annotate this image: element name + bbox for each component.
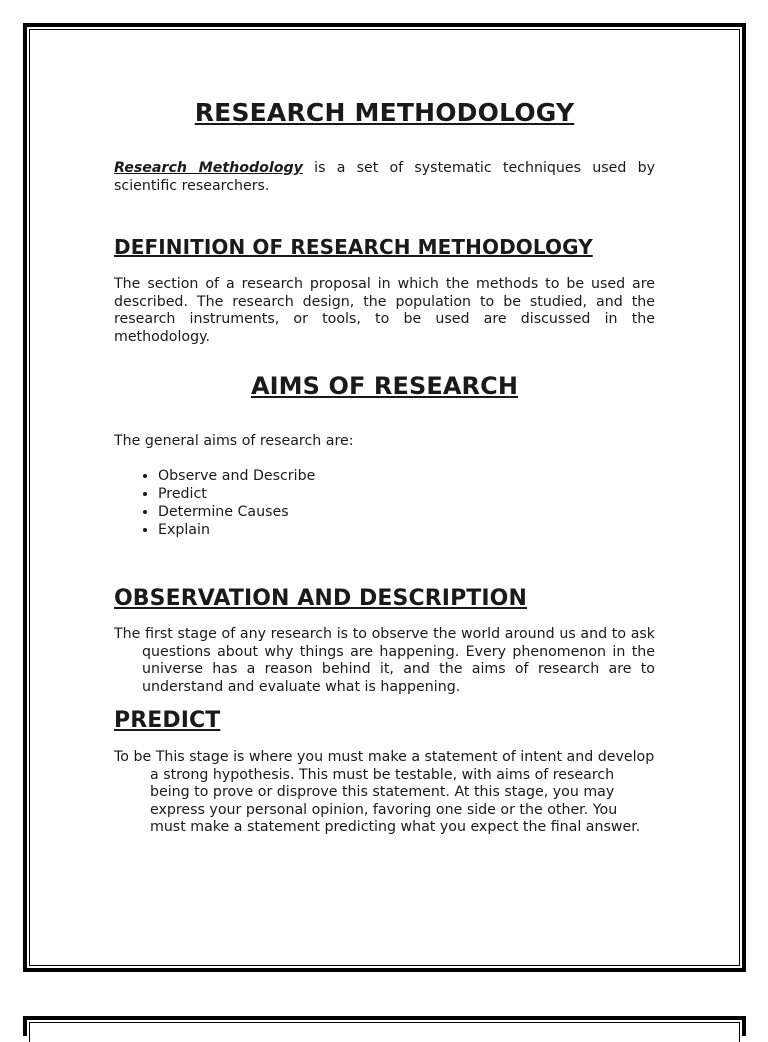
definition-heading: DEFINITION OF RESEARCH METHODOLOGY [114, 235, 593, 259]
next-page-border-inner [29, 1022, 740, 1042]
aims-heading: AIMS OF RESEARCH [250, 372, 519, 400]
list-item: • Determine Causes [158, 503, 315, 521]
predict-heading: PREDICT [114, 708, 221, 733]
intro-text: is a set of systematic techniques used by scientific researchers. [114, 160, 655, 194]
page-title: RESEARCH METHODOLOGY [194, 98, 575, 127]
aims-list [114, 467, 315, 539]
intro-term: Research Methodology [114, 160, 303, 176]
aims-lead: The general aims of research are: [114, 433, 354, 449]
predict-paragraph: To be This stage is where you must make a statement of intent and develop a strong hypothesis. This must be testable, with aims of research being to prove or disprove this statement. At this stage, you may express your personal opinion, favoring one side or the other. You must make a statement predicting what you expect the final answer. [114, 749, 655, 835]
list-item: • Explain [158, 521, 315, 539]
definition-paragraph: The section of a research proposal in which the methods to be used are described. The research design, the population to be studied, and the research instruments, or tools, to be used are discussed in the methodology. [114, 276, 655, 345]
intro-paragraph [114, 160, 655, 195]
observation-paragraph: The first stage of any research is to observe the world around us and to ask questions about why things are happening. Every phenomenon in the universe has a reason behind it, and the aims of research are to understand and evaluate what is happening. [114, 626, 655, 695]
list-item: • Observe and Describe [158, 467, 315, 485]
list-item: • Predict [158, 485, 315, 503]
observation-heading: OBSERVATION AND DESCRIPTION [114, 586, 527, 611]
